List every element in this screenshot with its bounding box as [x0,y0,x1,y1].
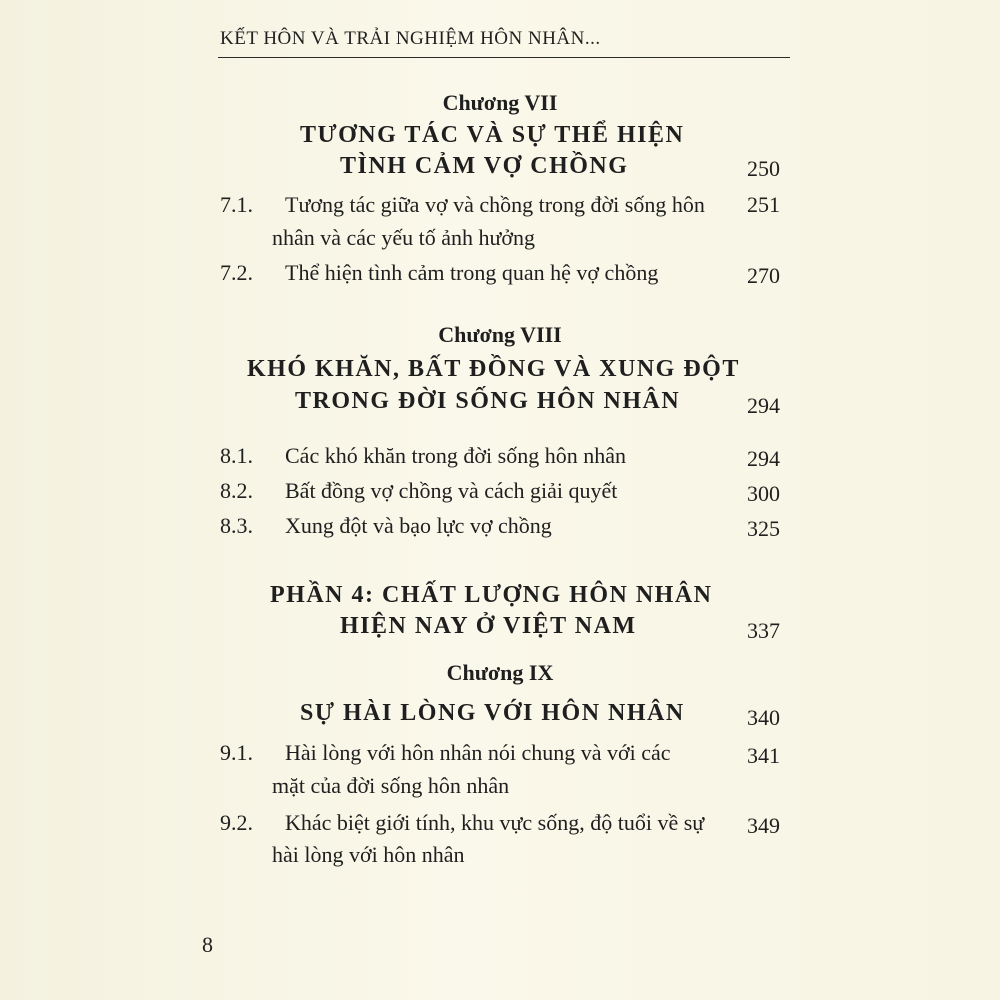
section-number: 7.2. [220,260,253,285]
header-rule [218,57,790,58]
page-number: 270 [747,263,780,288]
chapter-title-line: TRONG ĐỜI SỐNG HÔN NHÂN [295,388,681,414]
section-number: 8.2. [220,478,253,503]
part-title-line: HIỆN NAY Ở VIỆT NAM [340,613,637,639]
section-number: 8.3. [220,513,253,538]
page-number: 251 [747,192,780,217]
page-number: 250 [747,156,780,181]
section-number: 9.1. [220,740,253,765]
section-title: Xung đột và bạo lực vợ chồng [285,513,552,538]
running-header: KẾT HÔN VÀ TRẢI NGHIỆM HÔN NHÂN... [220,28,601,49]
section-title: Khác biệt giới tính, khu vực sống, độ tuổi về sự [285,810,705,835]
section-number: 9.2. [220,810,253,835]
chapter-title-line: TÌNH CẢM VỢ CHỒNG [340,153,629,179]
page-number: 325 [747,516,780,541]
section-title: Các khó khăn trong đời sống hôn nhân [285,443,626,468]
page-number: 300 [747,481,780,506]
chapter-title-line: KHÓ KHĂN, BẤT ĐỒNG VÀ XUNG ĐỘT [247,356,740,382]
section-title: Thể hiện tình cảm trong quan hệ vợ chồng [285,260,659,285]
page-number: 341 [747,743,780,768]
chapter-label: Chương IX [446,660,554,685]
section-title-cont: hài lòng với hôn nhân [272,842,465,867]
folio-page-number: 8 [202,932,213,957]
page-number: 337 [747,618,780,643]
chapter-title-line: SỰ HÀI LÒNG VỚI HÔN NHÂN [300,700,685,726]
chapter-label: Chương VIII [438,322,562,347]
part-title-line: PHẦN 4: CHẤT LƯỢNG HÔN NHÂN [270,582,713,608]
section-number: 8.1. [220,443,253,468]
section-title: Hài lòng với hôn nhân nói chung và với các [285,740,671,765]
section-title: Tương tác giữa vợ và chồng trong đời sống hôn [285,192,705,217]
page-number: 349 [747,813,780,838]
chapter-label: Chương VII [442,90,558,115]
page-number: 340 [747,705,780,730]
section-title-cont: nhân và các yếu tố ảnh hưởng [272,225,536,250]
page-number: 294 [747,393,780,418]
section-number: 7.1. [220,192,253,217]
chapter-title-line: TƯƠNG TÁC VÀ SỰ THỂ HIỆN [300,122,685,148]
section-title-cont: mặt của đời sống hôn nhân [272,773,510,798]
section-title: Bất đồng vợ chồng và cách giải quyết [285,478,618,503]
page-number: 294 [747,446,780,471]
